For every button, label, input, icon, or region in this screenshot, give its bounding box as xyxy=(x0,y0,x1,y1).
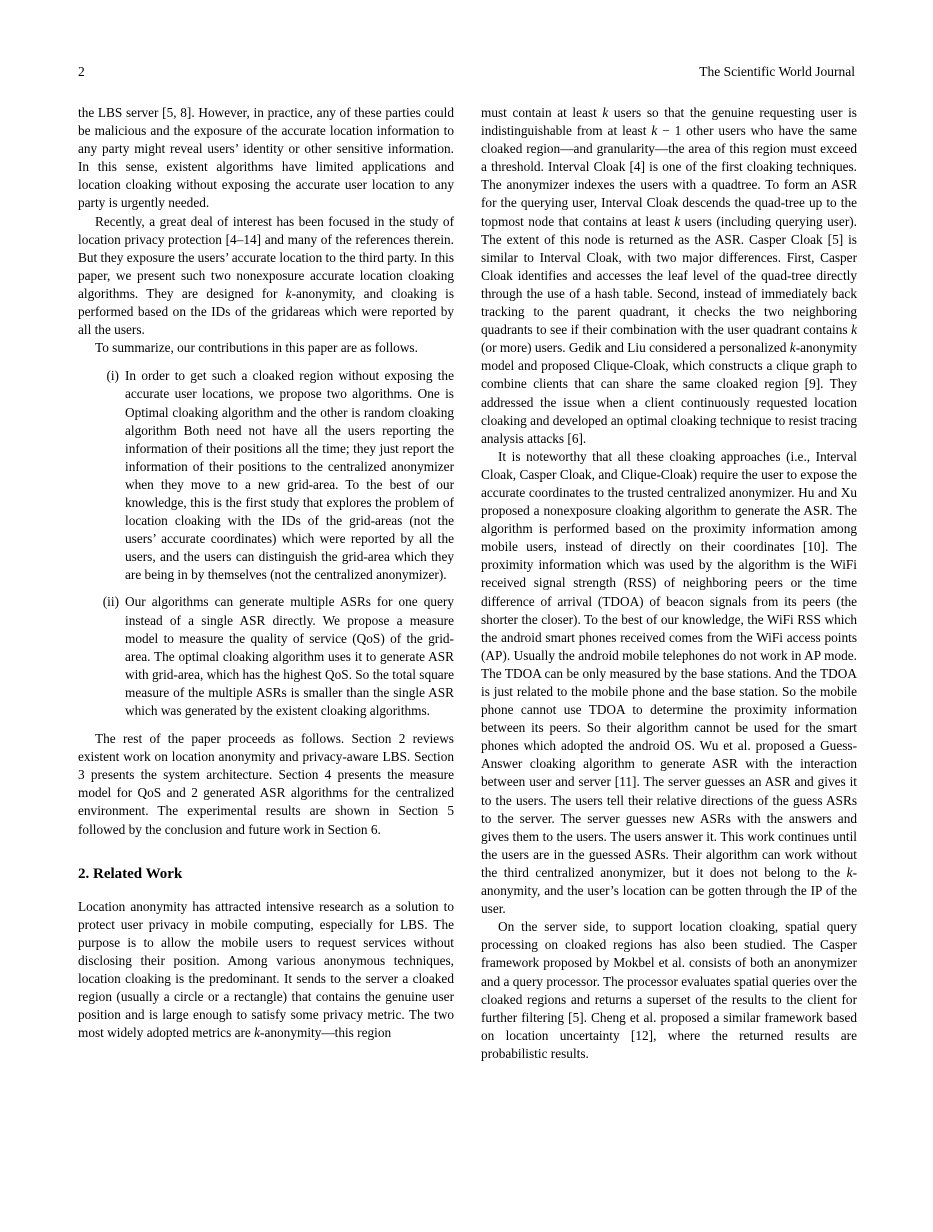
list-item xyxy=(102,593,454,720)
journal-name: The Scientific World Journal xyxy=(699,64,855,79)
list-item-label: (ii) xyxy=(102,594,119,610)
paragraph: It is noteworthy that all these cloaking approaches (i.e., Interval Cloak, Casper Cloak, and Clique-Cloak) require the user to expose the accurate coordinates to the trusted centralized anonymizer. Hu and Xu proposed a nonexposure cloaking algorithm to generate the ASR. The algorithm is performed based on the proximity information among mobile users, instead of directly on their coordinates [10]. The proximity information which was used by the algorithm is the WiFi received signal strength (RSS) of neighboring peers or the time difference of arrival (TDOA) of beacon signals from its peers (the shorter the closer). To the best of our knowledge, the WiFi RSS which the android smart phones received comes from the WiFi access points (AP). Usually the android mobile telephones do not work in AP mode. The TDOA can be only measured by the base stations. And the TDOA is just related to the mobile phone and the base station. So the mobile phone cannot use TDOA to determine the proximity information between its peers. So their algorithm cannot be used for the smart phones which adopted the android OS. Wu et al. proposed a Guess-Answer cloaking algorithm to generate ASR with the interaction between user and server [11]. The server guesses an ASR and gives it to the users. The users tell their relative directions of the guess ASRs to the server. The server guesses new ASRs with the answers and gives them to the users. The users answer it. This work continues until the users are in the guessed ASRs. Their algorithm can work without the third centralized anonymizer, but it does not belong to the k-anonymity, and the user’s location can be gotten through the IP of the user. xyxy=(481,448,857,917)
running-header xyxy=(78,63,855,81)
paragraph: The rest of the paper proceeds as follows. Section 2 reviews existent work on location anonymity and privacy-aware LBS. Section 3 presents the system architecture. Section 4 presents the measure model for QoS and 2 generated ASR algorithms for the centralized environment. The experimental results are shown in Section 5 followed by the conclusion and future work in Section 6. xyxy=(78,731,454,837)
paragraph: On the server side, to support location cloaking, spatial query processing on cloaked regions has also been studied. The Casper framework proposed by Mokbel et al. consists of both an anonymizer and a query processor. The processor evaluates spatial queries over the cloaked regions and returns a superset of the results to the client for further filtering [5]. Cheng et al. proposed a similar framework based on location uncertainty [12], where the returned results are probabilistic results. xyxy=(481,919,857,1061)
paragraph: To summarize, our contributions in this paper are as follows. xyxy=(95,340,418,356)
right-column xyxy=(481,104,857,1063)
page-number: 2 xyxy=(78,64,85,79)
list-item-text: In order to get such a cloaked region without exposing the accurate user locations, we propose two algorithms. One is Optimal cloaking algorithm and the other is random cloaking algorithm Both need not have all the users reporting the information of their positions all the time; they just report the information of their positions to the centralized anonymizer when they move to a new grid-area. To the best of our knowledge, this is the first study that explores the problem of location cloaking with the IDs of the grid-areas (not the users’ accurate coordinates) which were reported by all the users, and the users can distinguish the grid-area which they are being in by themselves (not the centralized anonymizer). xyxy=(125,368,454,583)
paragraph: the LBS server [5, 8]. However, in practice, any of these parties could be malicious and the exposure of the accurate location information to any party might reveal users’ identity or other sensitive information. In this sense, existent algorithms have limited applications and location cloaking without exposing the accurate user location to any party is urgently needed. xyxy=(78,105,454,211)
contributions-list xyxy=(78,367,454,720)
paragraph: Location anonymity has attracted intensive research as a solution to protect user privacy in mobile computing, especially for LBS. The purpose is to allow the mobile users to request services without disclosing their position. Among various anonymous techniques, location cloaking is the predominant. It sends to the server a cloaked region (usually a circle or a rectangle) that contains the genuine user position and is large enough to satisfy some privacy metric. The two most widely adopted metrics are k-anonymity—this region xyxy=(78,898,454,1041)
list-item-text: Our algorithms can generate multiple ASRs for one query instead of a single ASR directly. We propose a measure model to measure the quality of service (QoS) of the grid-area. The optimal cloaking algorithm uses it to generate ASR with grid-area, which has the highest QoS. So the total square measure of the multiple ASRs is smaller than the single ASR which was generated by the existent cloaking algorithms. xyxy=(125,594,454,718)
paragraph: must contain at least k users so that the genuine requesting user is indistinguishable from at least k − 1 other users who have the same cloaked region—and granularity—the area of this region must exceed a threshold. Interval Cloak [4] is one of the first cloaking techniques. The anonymizer indexes the users with a quadtree. To form an ASR for the querying user, Interval Cloak descends the quad-tree up to the topmost node that contains at least k users (including querying user). The extent of this node is returned as the ASR. Casper Cloak [5] is similar to Interval Cloak, with two major differences. First, Casper Cloak identifies and accesses the leaf level of the quad-tree directly through the use of a hash table. Second, instead of immediately back tracking to the parent quadrant, it checks the two neighboring quadrants to see if their combination with the user quadrant contains k (or more) users. Gedik and Liu considered a personalized k-anonymity model and proposed Clique-Cloak, which constructs a clique graph to combine clients that can share the same cloaked region [9]. They addressed the issue when a client continuously requested location cloaking and developed an optimal cloaking technique to resist tracing analysis attacks [6]. xyxy=(481,105,857,446)
left-column xyxy=(78,104,454,1042)
paragraph: Recently, a great deal of interest has been focused in the study of location privacy protection [4–14] and many of the references therein. But they exposure the users’ accurate location to the third party. In this paper, we present such two nonexposure accurate location cloaking algorithms. They are designed for k-anonymity, and cloaking is performed based on the IDs of the gridareas which were reported by all the users. xyxy=(78,213,455,338)
list-item-label: (i) xyxy=(106,368,119,384)
section-heading-related-work: 2. Related Work xyxy=(78,865,183,882)
list-item xyxy=(106,367,454,584)
